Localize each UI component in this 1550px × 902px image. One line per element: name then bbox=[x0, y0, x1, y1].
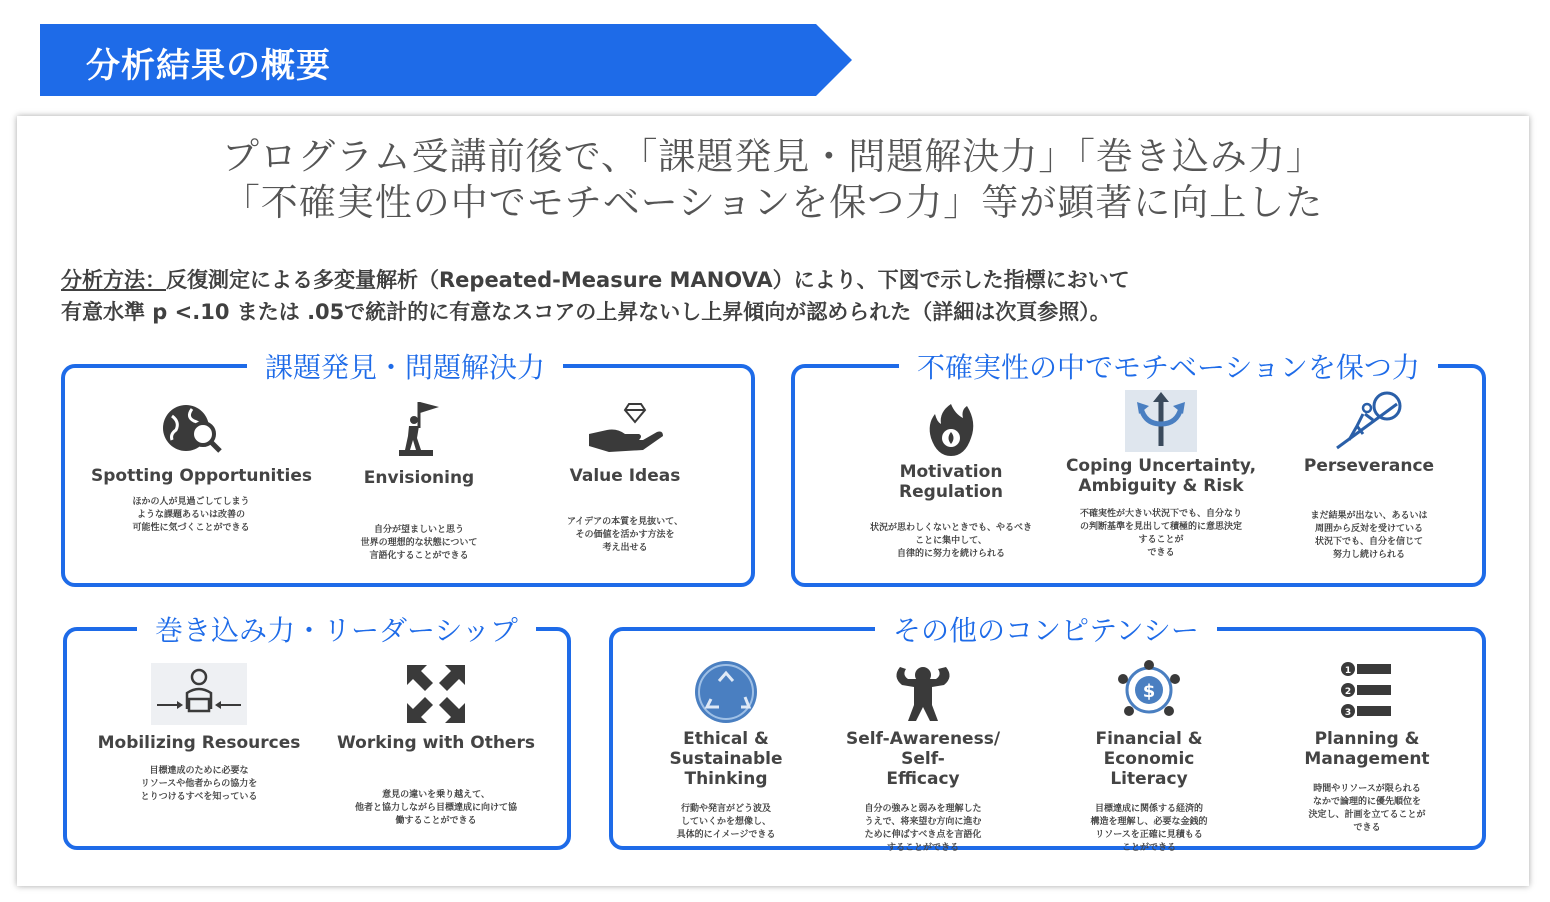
competency-working-with-others bbox=[331, 663, 541, 828]
competency-coping-uncertainty bbox=[1051, 390, 1271, 560]
group-title: 不確実性の中でモチベーションを保つ力 bbox=[899, 346, 1438, 386]
competency-name: Value Ideas bbox=[569, 466, 681, 486]
group-motivation bbox=[791, 351, 1486, 587]
headline-line-1: プログラム受講前後で、「課題発見・問題解決力」「巻き込み力」 bbox=[222, 135, 1324, 178]
competency-name: Self-Awareness/ Self- Efficacy bbox=[845, 729, 1001, 789]
competency-spotting-opportunities bbox=[91, 400, 312, 535]
competency-description: 時間やリソースが限られる なかで論理的に優先順位を 決定し、計画を立てることが できる bbox=[1308, 784, 1426, 833]
group-title: その他のコンピテンシー bbox=[875, 609, 1217, 649]
group-problem-solving bbox=[61, 351, 755, 587]
competency-ethical-sustainable bbox=[631, 659, 821, 842]
competency-mobilizing-resources bbox=[89, 663, 309, 804]
competency-name: Envisioning bbox=[363, 468, 475, 488]
split-arrows-icon bbox=[1125, 390, 1197, 452]
method-line-2: 有意水準 p <.10 または .05で統計的に有意なスコアの上昇ないし上昇傾向が認められた（詳細は次頁参照）。 bbox=[61, 300, 1111, 324]
section-banner bbox=[40, 24, 852, 96]
competency-name: Mobilizing Resources bbox=[97, 733, 301, 753]
competency-description: 自分の強みと弱みを理解した うえで、将来望む方向に進む ために伸ばすべき点を言語化 することができる bbox=[864, 804, 982, 853]
boulder-push-icon bbox=[1331, 390, 1407, 452]
method-description: 反復測定による多変量解析（Repeated-Measure MANOVA）により、下図で示した指標において bbox=[166, 268, 1130, 292]
competency-planning-management bbox=[1277, 657, 1457, 835]
competency-description: 目標達成に関係する経済的 構造を理解し、必要な金銭的 リソースを正確に見積もる ことができる bbox=[1090, 804, 1208, 853]
competency-value-ideas bbox=[535, 400, 715, 555]
competency-description: まだ結果が出ない、あるいは 周囲から反対を受けている 状況下でも、自分を信じて 努力し続けられる bbox=[1310, 511, 1428, 560]
competency-name: Ethical & Sustainable Thinking bbox=[669, 729, 783, 789]
globe-search-icon bbox=[156, 400, 226, 456]
competency-financial-literacy bbox=[1049, 657, 1249, 855]
method-line-1 bbox=[61, 264, 1130, 294]
competency-description: 不確実性が大きい状況下でも、自分なり の判断基準を見出して積極的に意思決定 することが できる bbox=[1079, 509, 1242, 558]
competency-name: Planning & Management bbox=[1304, 729, 1430, 769]
method-label: 分析方法： bbox=[61, 268, 166, 292]
recycle-icon bbox=[693, 659, 759, 725]
strongman-icon bbox=[890, 659, 956, 725]
dollar-cycle-icon bbox=[1115, 657, 1183, 723]
flame-icon bbox=[921, 400, 981, 460]
svg-text:1: 1 bbox=[1344, 666, 1352, 676]
person-resources-icon bbox=[151, 663, 247, 725]
collaboration-arrows-icon bbox=[405, 663, 467, 725]
competency-name: Perseverance bbox=[1303, 456, 1435, 476]
competency-self-awareness bbox=[823, 659, 1023, 855]
headline-line-2: 「不確実性の中でモチベーションを保つ力」等が顕著に向上した bbox=[222, 181, 1324, 224]
competency-description: 意見の違いを乗り越えて、 他者と協力しながら目標達成に向けて協 働することができる bbox=[354, 790, 517, 826]
competency-motivation-regulation bbox=[831, 400, 1071, 561]
competency-name: Spotting Opportunities bbox=[91, 466, 312, 486]
group-title: 巻き込み力・リーダーシップ bbox=[137, 609, 536, 649]
competency-envisioning bbox=[329, 398, 509, 563]
svg-text:3: 3 bbox=[1344, 708, 1352, 718]
competency-description: ほかの人が見過ごしてしまう ような課題あるいは改善の 可能性に気づくことができる bbox=[132, 497, 250, 533]
competency-perseverance bbox=[1279, 390, 1459, 562]
group-other-competencies bbox=[609, 614, 1486, 853]
svg-text:$: $ bbox=[1142, 681, 1156, 702]
summit-flag-icon bbox=[389, 398, 449, 458]
group-leadership bbox=[63, 614, 571, 850]
competency-description: 状況が思わしくないときでも、やるべき ことに集中して、 自律的に努力を続けられる bbox=[869, 523, 1032, 559]
content-card bbox=[17, 116, 1529, 886]
numbered-list-icon bbox=[1339, 657, 1395, 723]
competency-name: Motivation Regulation bbox=[899, 462, 1003, 502]
competency-description: 自分が望ましいと思う 世界の理想的な状態について 言語化することができる bbox=[360, 525, 478, 561]
banner-title: 分析結果の概要 bbox=[86, 46, 331, 86]
svg-text:2: 2 bbox=[1344, 687, 1352, 697]
hand-diamond-icon bbox=[585, 400, 665, 456]
competency-description: 目標達成のために必要な リソースや他者からの協力を とりつけるすべを知っている bbox=[140, 766, 258, 802]
competency-name: Working with Others bbox=[337, 733, 535, 753]
competency-description: アイデアの本質を見抜いて、 その価値を活かす方法を 考え出せる bbox=[566, 517, 683, 553]
competency-name: Financial & Economic Literacy bbox=[1095, 729, 1203, 789]
competency-name: Coping Uncertainty, Ambiguity & Risk bbox=[1065, 456, 1257, 496]
competency-description: 行動や発言がどう波及 していくかを想像し、 具体的にイメージできる bbox=[676, 804, 776, 840]
group-title: 課題発見・問題解決力 bbox=[247, 346, 563, 386]
